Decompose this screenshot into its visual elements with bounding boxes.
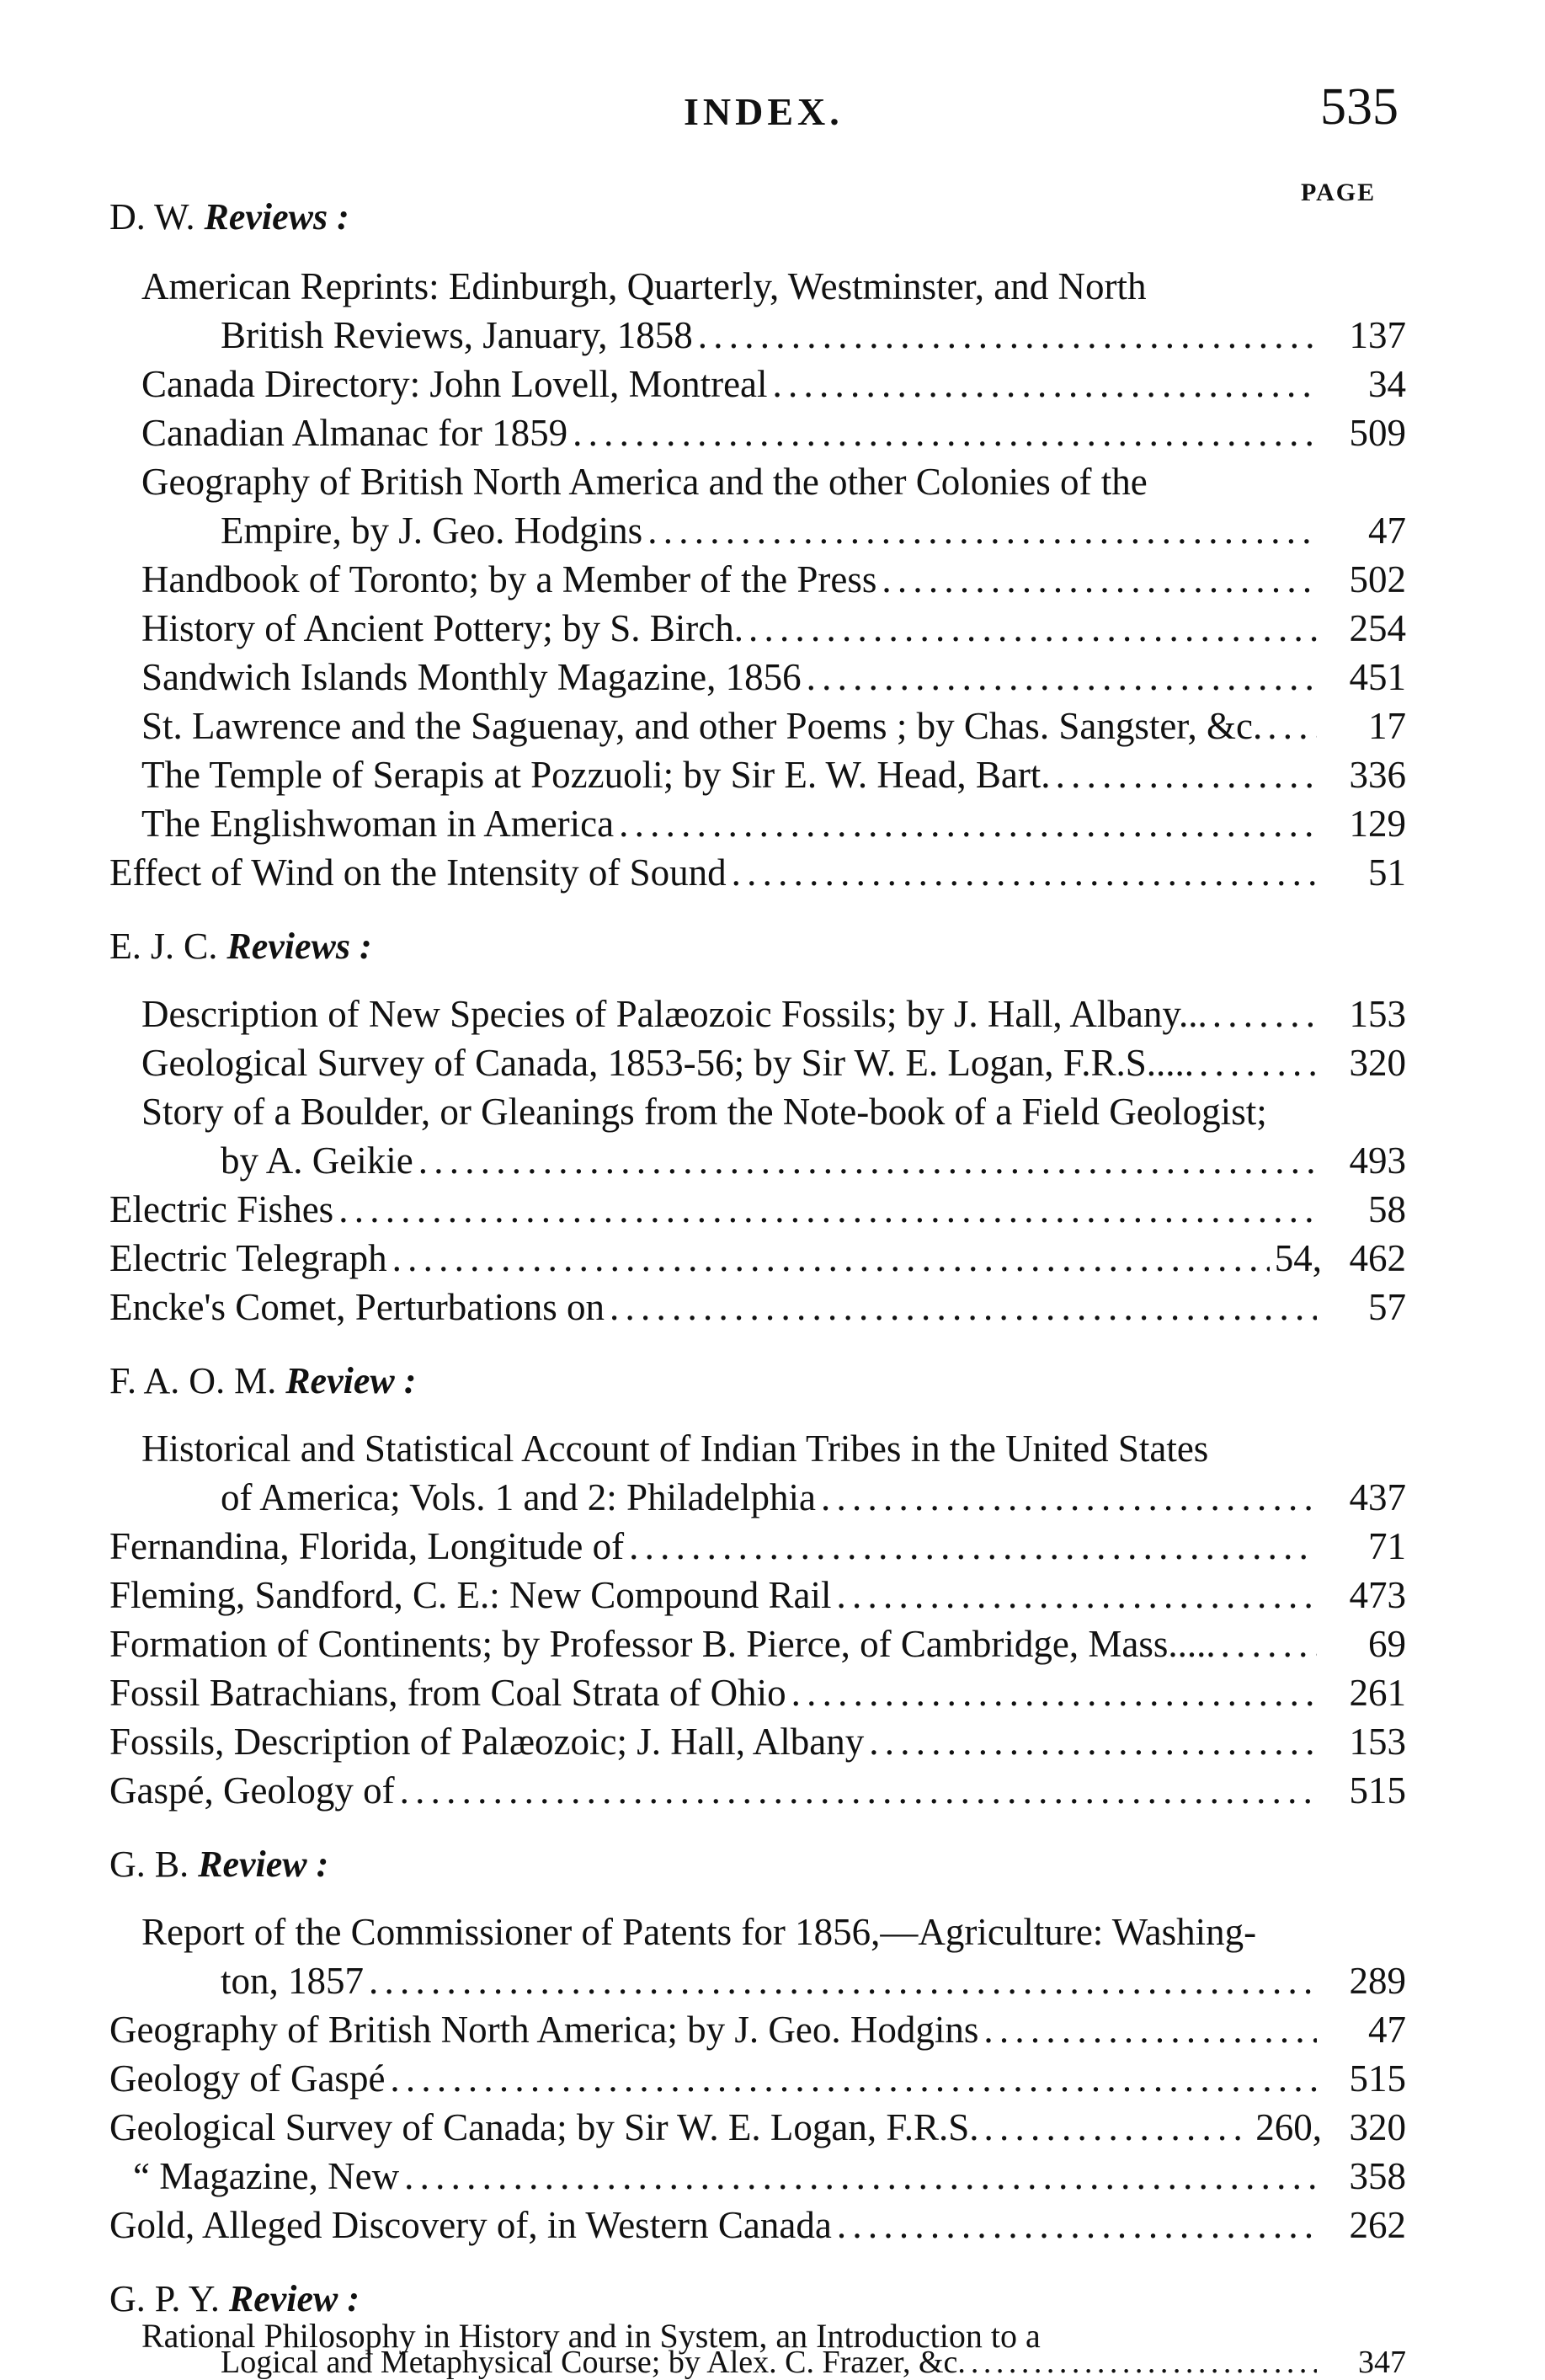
leader-dots <box>573 409 1317 456</box>
leader-dots <box>619 800 1317 847</box>
entry-text: Report of the Commissioner of Patents for 1856,—Agriculture: Washing- <box>141 1911 1257 1953</box>
entry-text: Geography of British North America and the other Colonies of the <box>141 461 1148 503</box>
leader-dots <box>404 2153 1317 2200</box>
leader-dots <box>369 1957 1317 2004</box>
index-entry <box>109 849 1406 896</box>
entry-extra-page: 260, <box>1255 2106 1322 2148</box>
entry-page: 261 <box>1349 1672 1406 1714</box>
entry-text: Story of a Boulder, or Gleanings from the Note-book of a Field Geologist; <box>141 1091 1267 1133</box>
entry-text: Gold, Alleged Discovery of, in Western Canada <box>109 2204 832 2246</box>
entry-text: Fossil Batrachians, from Coal Strata of Ohio <box>109 1672 786 1714</box>
leader-dots <box>610 1283 1317 1331</box>
entry-page: 57 <box>1368 1286 1406 1328</box>
entry-page: 71 <box>1368 1525 1406 1567</box>
section-review-label: Reviews : <box>226 926 372 967</box>
entry-page: 358 <box>1349 2155 1406 2197</box>
entry-page: 515 <box>1349 1769 1406 1812</box>
entry-text: Effect of Wind on the Intensity of Sound <box>109 851 727 894</box>
page-column-label: PAGE <box>1301 179 1377 206</box>
leader-dots <box>869 1718 1317 1765</box>
entry-text: by A. Geikie <box>221 1139 413 1182</box>
index-entry <box>109 1669 1406 1716</box>
entry-page: 153 <box>1349 1721 1406 1763</box>
entry-text: ton, 1857 <box>221 1960 365 2002</box>
entry-text: Fossils, Description of Palæozoic; J. Hall, Albany <box>109 1721 865 1763</box>
entry-page: 320 <box>1349 2106 1406 2148</box>
index-entry <box>109 2006 1406 2053</box>
leader-dots <box>629 1523 1317 1570</box>
entry-page: 69 <box>1368 1623 1406 1665</box>
entry-page: 17 <box>1368 705 1406 747</box>
leader-dots <box>392 1235 1270 1282</box>
entry-text: American Reprints: Edinburgh, Quarterly, Westminster, and North <box>141 265 1147 307</box>
section-review-label: Review : <box>228 2278 360 2319</box>
page-number: 535 <box>1320 78 1398 136</box>
index-entry <box>141 1425 1322 1472</box>
section-heading <box>109 1359 416 1403</box>
index-entry <box>109 1718 1406 1765</box>
index-entry <box>109 1186 1406 1233</box>
section-heading <box>109 195 349 239</box>
section-initials: G. B. <box>109 1844 189 1885</box>
entry-text: British Reviews, January, 1858 <box>221 314 693 356</box>
entry-text: Fernandina, Florida, Longitude of <box>109 1525 625 1567</box>
index-entry <box>109 1235 1406 1282</box>
index-entry <box>141 990 1406 1038</box>
entry-text: of America; Vols. 1 and 2: Philadelphia <box>221 1476 816 1518</box>
section-heading <box>109 2277 360 2321</box>
leader-dots <box>647 507 1317 554</box>
entry-page: 473 <box>1349 1574 1406 1616</box>
entry-text: The Temple of Serapis at Pozzuoli; by Sir E. W. Head, Bart. <box>141 754 1051 796</box>
entry-page: 129 <box>1349 803 1406 845</box>
index-entry <box>141 360 1406 408</box>
leader-dots <box>1056 751 1317 798</box>
entry-text: Canada Directory: John Lovell, Montreal <box>141 363 768 405</box>
index-entry <box>141 556 1406 603</box>
entry-page: 462 <box>1349 1237 1406 1279</box>
leader-dots <box>1212 990 1317 1038</box>
section-initials: G. P. Y. <box>109 2278 220 2319</box>
entry-text: Sandwich Islands Monthly Magazine, 1856 <box>141 656 802 698</box>
running-title: INDEX. <box>684 90 844 133</box>
leader-dots <box>400 1767 1317 1814</box>
entry-text: Rational Philosophy in History and in System, an Introduction to a <box>141 2317 1041 2355</box>
index-entry <box>221 2345 1406 2380</box>
index-entry <box>109 2201 1406 2249</box>
leader-dots <box>749 605 1317 652</box>
leader-dots <box>698 312 1317 359</box>
entry-text: Handbook of Toronto; by a Member of the Press <box>141 558 877 600</box>
index-entry <box>141 800 1406 847</box>
entry-text: Fleming, Sandford, C. E.: New Compound Rail <box>109 1574 832 1616</box>
index-entry <box>141 654 1406 701</box>
index-entry <box>109 2153 1406 2200</box>
index-entry <box>109 1572 1406 1619</box>
index-entry <box>221 507 1406 554</box>
leader-dots <box>882 556 1317 603</box>
index-entry <box>141 702 1406 750</box>
entry-page: 451 <box>1349 656 1406 698</box>
index-entry <box>141 1039 1406 1086</box>
entry-page: 262 <box>1349 2204 1406 2246</box>
entry-extra-page: 54, <box>1274 1237 1322 1279</box>
entry-page: 47 <box>1368 510 1406 552</box>
section-heading <box>109 925 372 969</box>
section-initials: F. A. O. M. <box>109 1360 277 1401</box>
section-initials: E. J. C. <box>109 926 218 967</box>
leader-dots <box>1267 702 1317 750</box>
section-heading <box>109 1843 328 1886</box>
entry-page: 320 <box>1349 1042 1406 1084</box>
entry-page: 502 <box>1349 558 1406 600</box>
entry-text: Geology of Gaspé <box>109 2057 386 2100</box>
index-entry <box>109 2055 1406 2102</box>
index-entry <box>109 1620 1406 1668</box>
index-entry <box>141 458 1322 505</box>
entry-page: 515 <box>1349 2057 1406 2100</box>
entry-text: Electric Fishes <box>109 1188 334 1230</box>
leader-dots <box>971 2350 1317 2375</box>
section-review-label: Review : <box>198 1844 329 1885</box>
index-entry <box>221 1137 1406 1184</box>
index-entry <box>141 1908 1322 1956</box>
leader-dots <box>338 1186 1317 1233</box>
leader-dots <box>390 2055 1317 2102</box>
leader-dots <box>984 2104 1251 2151</box>
section-review-label: Review : <box>285 1360 417 1401</box>
section-review-label: Reviews : <box>204 196 349 237</box>
entry-page: 493 <box>1349 1139 1406 1182</box>
leader-dots <box>791 1669 1317 1716</box>
entry-text: Electric Telegraph <box>109 1237 387 1279</box>
entry-page: 137 <box>1349 314 1406 356</box>
index-entry <box>109 1283 1406 1331</box>
index-entry <box>141 605 1406 652</box>
index-entry <box>141 263 1322 310</box>
entry-page: 347 <box>1358 2345 1406 2380</box>
leader-dots <box>418 1137 1317 1184</box>
entry-page: 34 <box>1368 363 1406 405</box>
index-entry <box>109 2104 1406 2151</box>
entry-text: St. Lawrence and the Saguenay, and other Poems ; by Chas. Sangster, &c. <box>141 705 1263 747</box>
entry-text: Empire, by J. Geo. Hodgins <box>221 510 643 552</box>
entry-page: 336 <box>1349 754 1406 796</box>
index-entry <box>221 312 1406 359</box>
index-entry <box>141 409 1406 456</box>
entry-text: Geography of British North America; by J. Geo. Hodgins <box>109 2009 979 2051</box>
entry-text: Geological Survey of Canada; by Sir W. E. Logan, F.R.S. <box>109 2106 979 2148</box>
entry-text: Geological Survey of Canada, 1853-56; by Sir W. E. Logan, F.R.S..... <box>141 1042 1195 1084</box>
entry-text: Historical and Statistical Account of Indian Tribes in the United States <box>141 1427 1209 1470</box>
index-entry <box>221 1957 1406 2004</box>
leader-dots <box>821 1474 1317 1521</box>
entry-text: Formation of Continents; by Professor B. Pierce, of Cambridge, Mass..... <box>109 1623 1216 1665</box>
entry-page: 58 <box>1368 1188 1406 1230</box>
index-entry <box>109 1523 1406 1570</box>
leader-dots <box>1221 1620 1317 1668</box>
entry-text: Encke's Comet, Perturbations on <box>109 1286 605 1328</box>
page-header <box>0 77 1545 145</box>
entry-text: Canadian Almanac for 1859 <box>141 412 568 454</box>
entry-text: Description of New Species of Palæozoic Fossils; by J. Hall, Albany... <box>141 993 1207 1035</box>
entry-page: 47 <box>1368 2009 1406 2051</box>
leader-dots <box>773 360 1317 408</box>
leader-dots <box>807 654 1317 701</box>
entry-page: 51 <box>1368 851 1406 894</box>
leader-dots <box>1199 1039 1317 1086</box>
entry-text: Logical and Metaphysical Course; by Alex. C. Frazer, &c. <box>221 2345 966 2380</box>
entry-page: 437 <box>1349 1476 1406 1518</box>
leader-dots <box>836 1572 1317 1619</box>
entry-text: Gaspé, Geology of <box>109 1769 395 1812</box>
entry-text: “ Magazine, New <box>133 2155 400 2197</box>
entry-page: 254 <box>1349 607 1406 649</box>
leader-dots <box>837 2201 1317 2249</box>
entry-page: 509 <box>1349 412 1406 454</box>
index-entry <box>109 1767 1406 1814</box>
entry-page: 153 <box>1349 993 1406 1035</box>
section-initials: D. W. <box>109 196 195 237</box>
index-entry <box>141 1088 1322 1135</box>
entry-text: The Englishwoman in America <box>141 803 615 845</box>
entry-page: 289 <box>1349 1960 1406 2002</box>
index-entry <box>221 1474 1406 1521</box>
leader-dots <box>732 849 1317 896</box>
leader-dots <box>983 2006 1317 2053</box>
index-entry <box>141 751 1406 798</box>
entry-text: History of Ancient Pottery; by S. Birch. <box>141 607 743 649</box>
